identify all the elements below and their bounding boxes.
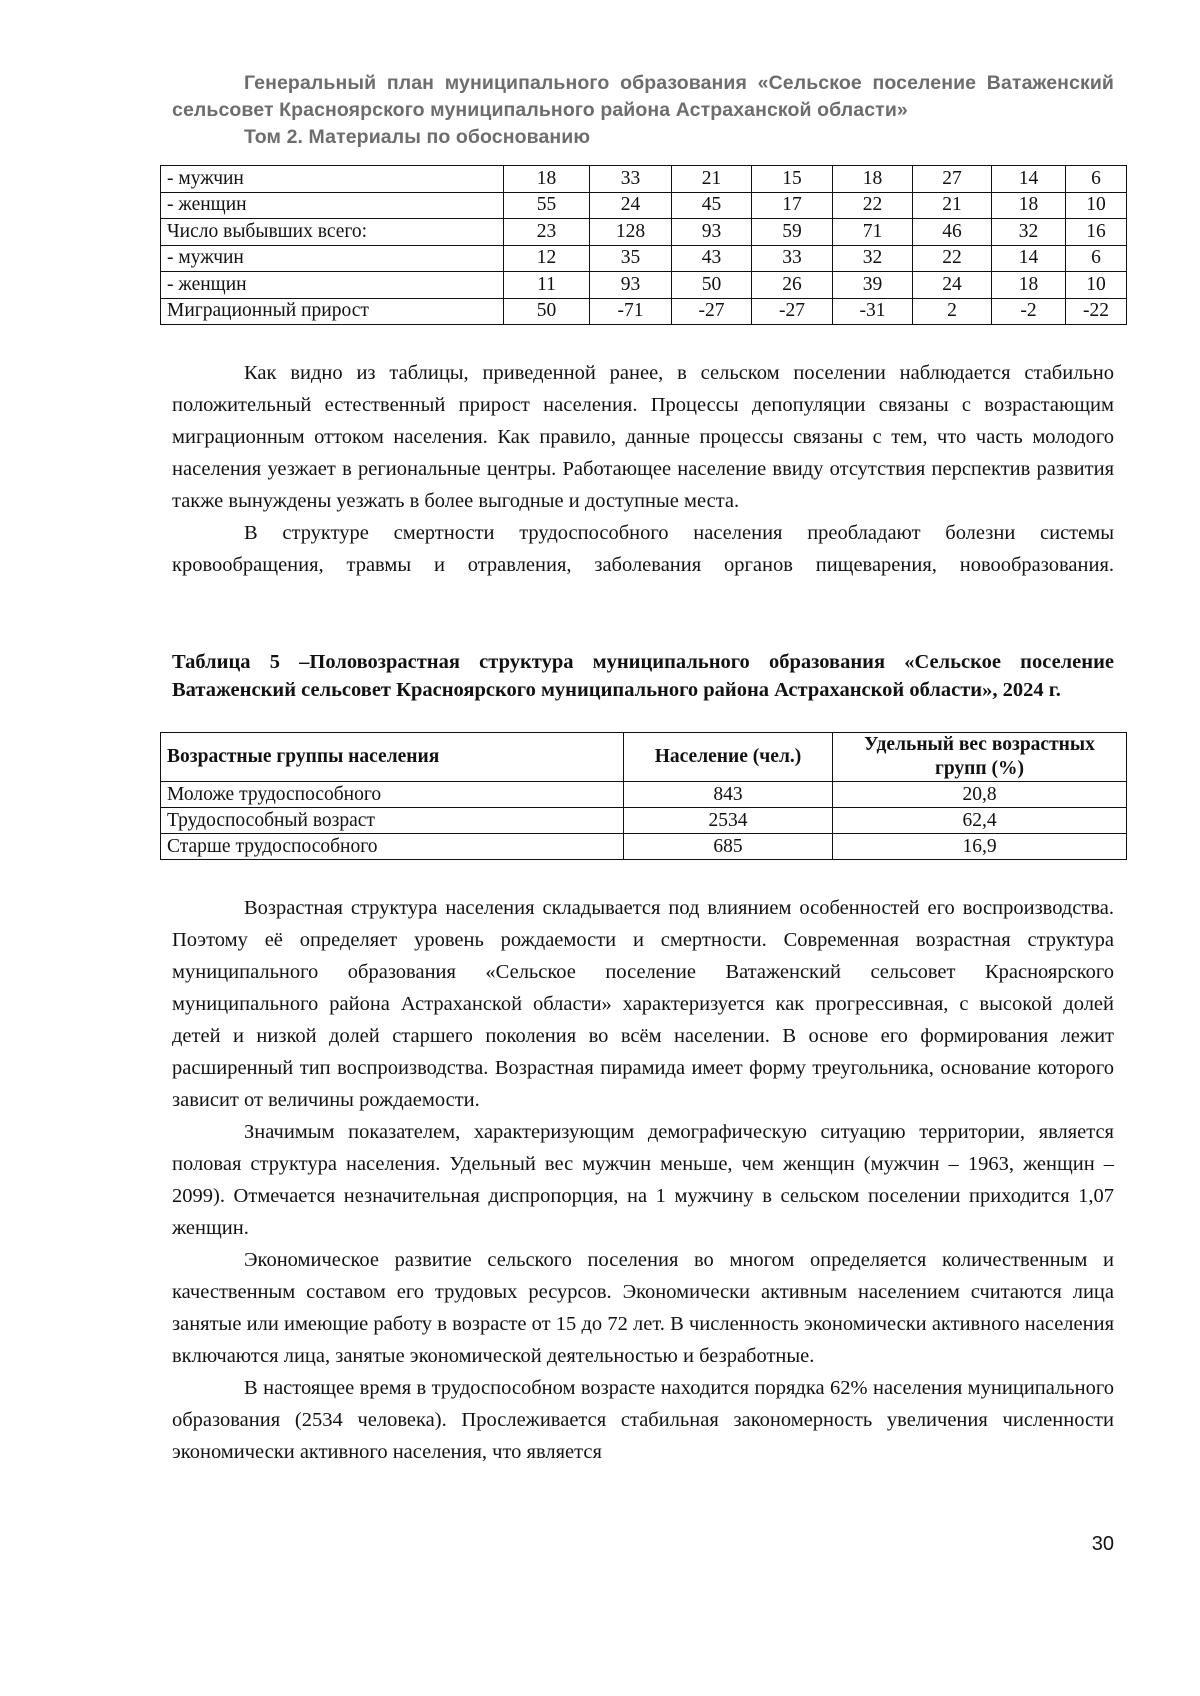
table-cell: -22 (1066, 298, 1127, 325)
table-cell: 18 (992, 272, 1066, 299)
text-block-1 (172, 357, 1114, 581)
table-cell: 24 (590, 192, 672, 219)
table-row (161, 219, 1127, 246)
population-cell: 2534 (624, 808, 833, 834)
table-cell: 50 (672, 272, 752, 299)
table-row (161, 834, 1127, 860)
table-cell: 10 (1066, 192, 1127, 219)
table-cell: 24 (913, 272, 992, 299)
table-cell: 6 (1066, 245, 1127, 272)
row-label: - мужчин (161, 245, 504, 272)
row-label: - женщин (161, 192, 504, 219)
row-label: Число выбывших всего: (161, 219, 504, 246)
table-cell: 22 (913, 245, 992, 272)
population-cell: 843 (624, 782, 833, 808)
migration-table (160, 165, 1127, 325)
table-cell: 23 (504, 219, 590, 246)
paragraph: Экономическое развитие сельского поселения во многом определяется количественным и качественным составом его трудовых ресурсов. Экономически активным населением считаются лица занятые или имеющие работу в возрасте от 15 до 72 лет. В численность экономически активного населения включаются лица, занятые экономической деятельностью и безработные. (172, 1249, 1114, 1367)
row-label: - мужчин (161, 166, 504, 193)
table-cell: 27 (913, 166, 992, 193)
table-cell: 12 (504, 245, 590, 272)
share-cell: 62,4 (833, 808, 1127, 834)
table-row (161, 192, 1127, 219)
table-cell: 33 (752, 245, 833, 272)
age-structure-table (160, 732, 1127, 860)
column-header-age-group: Возрастные группы населения (161, 733, 624, 782)
age-group-cell: Моложе трудоспособного (161, 782, 624, 808)
table-cell: 32 (992, 219, 1066, 246)
table-cell: 2 (913, 298, 992, 325)
paragraph: Возрастная структура населения складывается под влиянием особенностей его воспроизводства. Поэтому её определяет уровень рождаемости и смертности. Современная возрастная структура муниципального образования «Сельское поселение Ватаженский сельсовет Красноярского муниципального района Астраханской области» характеризуется как прогрессивная, с высокой долей детей и низкой долей старшего поколения во всём населении. В основе его формирования лежит расширенный тип воспроизводства. Возрастная пирамида имеет форму треугольника, основание которого зависит от величины рождаемости. (172, 897, 1114, 1111)
table-cell: 32 (833, 245, 913, 272)
table-cell: 93 (590, 272, 672, 299)
table-cell: 59 (752, 219, 833, 246)
paragraph: Значимым показателем, характеризующим демографическую ситуацию территории, является половая структура населения. Удельный вес мужчин меньше, чем женщин (мужчин – 1963, женщин – 2099). Отмечается незначительная диспропорция, на 1 мужчину в сельском поселении приходится 1,07 женщин. (172, 1121, 1114, 1239)
table-cell: -71 (590, 298, 672, 325)
age-group-cell: Старше трудоспособного (161, 834, 624, 860)
page-number: 30 (1091, 1533, 1114, 1555)
table-cell: 45 (672, 192, 752, 219)
table-cell: 15 (752, 166, 833, 193)
table-cell: 21 (913, 192, 992, 219)
document-title: Генеральный план муниципального образования «Сельское поселение Ватаженский сельсовет Красноярского муниципального района Астраханской области» (172, 72, 1114, 121)
table-cell: -27 (672, 298, 752, 325)
table-cell: -2 (992, 298, 1066, 325)
paragraph: В настоящее время в трудоспособном возрасте находится порядка 62% населения муниципального образования (2534 человека). Прослеживается стабильная закономерность увеличения численности экономически активного населения, что является (172, 1377, 1114, 1463)
table-cell: -31 (833, 298, 913, 325)
table-cell: 22 (833, 192, 913, 219)
paragraph: Как видно из таблицы, приведенной ранее, в сельском поселении наблюдается стабильно положительный естественный прирост населения. Процессы депопуляции связаны с возрастающим миграционным оттоком населения. Как правило, данные процессы связаны с тем, что часть молодого населения уезжает в региональные центры. Работающее население ввиду отсутствия перспектив развития также вынуждены уезжать в более выгодные и доступные места. (172, 362, 1114, 512)
table-cell: 16 (1066, 219, 1127, 246)
table-row (161, 782, 1127, 808)
table-row (161, 298, 1127, 325)
table-cell: 26 (752, 272, 833, 299)
column-header-share: Удельный вес возрастных групп (%) (833, 733, 1127, 782)
table-row (161, 166, 1127, 193)
table-cell: 35 (590, 245, 672, 272)
row-label: Миграционный прирост (161, 298, 504, 325)
table-cell: 18 (833, 166, 913, 193)
table-cell: 17 (752, 192, 833, 219)
table-row (161, 245, 1127, 272)
volume-subtitle: Том 2. Материалы по обоснованию (244, 126, 591, 148)
table-cell: 18 (504, 166, 590, 193)
page-header (172, 70, 1114, 151)
table-cell: 33 (590, 166, 672, 193)
share-cell: 20,8 (833, 782, 1127, 808)
table-cell: 6 (1066, 166, 1127, 193)
population-cell: 685 (624, 834, 833, 860)
table-cell: 93 (672, 219, 752, 246)
table-cell: 71 (833, 219, 913, 246)
table-cell: 128 (590, 219, 672, 246)
table-cell: 14 (992, 245, 1066, 272)
table-cell: 21 (672, 166, 752, 193)
table-cell: 46 (913, 219, 992, 246)
table-cell: 43 (672, 245, 752, 272)
table-cell: 10 (1066, 272, 1127, 299)
table-row (161, 272, 1127, 299)
row-label: - женщин (161, 272, 504, 299)
table-cell: -27 (752, 298, 833, 325)
table-cell: 55 (504, 192, 590, 219)
table-cell: 11 (504, 272, 590, 299)
age-group-cell: Трудоспособный возраст (161, 808, 624, 834)
share-cell: 16,9 (833, 834, 1127, 860)
table-cell: 39 (833, 272, 913, 299)
text-block-2 (172, 892, 1114, 1468)
table-header-row (161, 733, 1127, 782)
table-row (161, 808, 1127, 834)
table-cell: 18 (992, 192, 1066, 219)
table-5-caption: Таблица 5 –Половозрастная структура муниципального образования «Сельское поселение Ватаженский сельсовет Красноярского муниципального района Астраханской области», 2024 г. (172, 651, 1114, 701)
paragraph: В структуре смертности трудоспособного населения преобладают болезни системы кровообращения, травмы и отравления, заболевания органов пищеварения, новообразования. (172, 522, 1114, 576)
table-cell: 50 (504, 298, 590, 325)
column-header-population: Население (чел.) (624, 733, 833, 782)
table-cell: 14 (992, 166, 1066, 193)
